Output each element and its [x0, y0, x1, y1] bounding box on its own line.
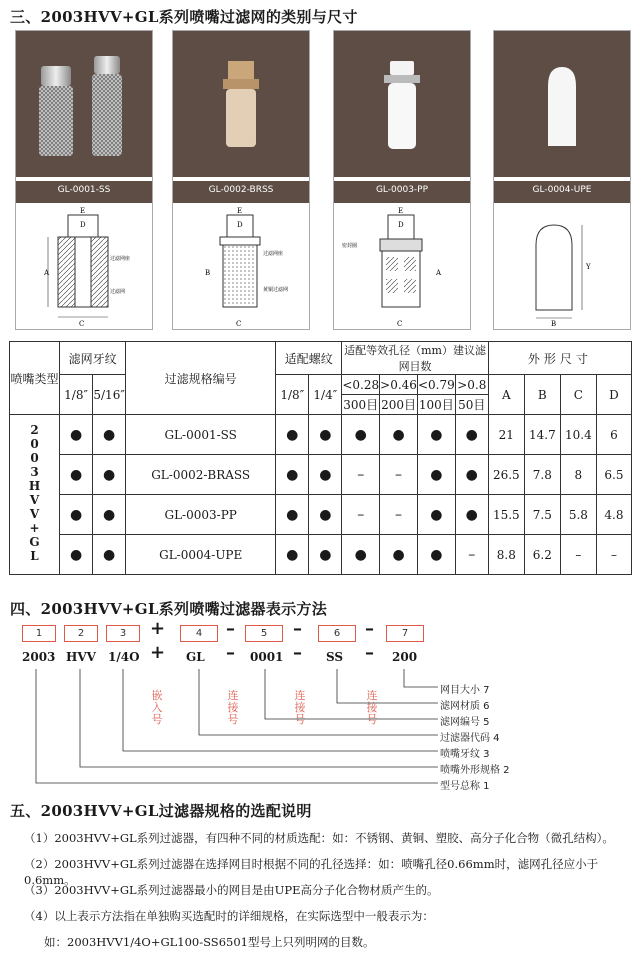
mesh-4: 50目: [455, 395, 488, 415]
legend-1: 型号总称 1: [440, 781, 490, 792]
dash-symbol: –: [365, 642, 374, 663]
dim-c: C: [560, 375, 596, 415]
table-row: ● ● GL-0004-UPE ● ● ● ● ● – 8.8 6.2 – –: [10, 535, 632, 575]
plus-symbol: +: [150, 642, 166, 663]
product-caption-2: GL-0002-BRSS: [173, 181, 309, 203]
note-3: （3）2003HVV+GL系列过滤器最小的网目是由UPE高分子化合物材质产生的。: [24, 883, 439, 897]
svg-text:黄铜过滤网: 黄铜过滤网: [263, 287, 289, 293]
dash-symbol: –: [293, 642, 302, 663]
svg-text:C: C: [236, 320, 242, 327]
note-5: 如：2003HVV1/4O+GL100-SS6501型号上只列明网的目数。: [44, 935, 375, 949]
product-caption-1: GL-0001-SS: [16, 181, 152, 203]
section3-title: 三、2003HVV+GL系列喷嘴过滤网的类别与尺寸: [10, 8, 358, 26]
svg-text:密封圈: 密封圈: [342, 243, 358, 249]
svg-text:E: E: [80, 207, 86, 215]
hole-2: >0.46: [380, 375, 418, 395]
svg-text:A: A: [436, 269, 442, 277]
thread-1: 1/8″: [276, 375, 309, 415]
label-connect-3: 连接号: [366, 689, 378, 726]
code-box-5: 5: [245, 625, 283, 642]
row-code: GL-0002-BRASS: [126, 455, 276, 495]
product-card-1: [15, 30, 153, 330]
product-card-3: [333, 30, 471, 330]
drawing-gl-0004: [496, 205, 628, 327]
code-part-6: SS: [326, 650, 344, 664]
code-box-6: 6: [318, 625, 356, 642]
legend-7: 网目大小 7: [440, 685, 490, 696]
code-part-4: GL: [186, 650, 205, 664]
code-part-3: 1/4O: [108, 650, 140, 664]
dash-symbol: –: [226, 618, 235, 639]
table-row: ● ● GL-0003-PP ● ● – – ● ● 15.5 7.5 5.8 4.8: [10, 495, 632, 535]
product-caption-4: GL-0004-UPE: [494, 181, 630, 203]
svg-text:C: C: [79, 320, 85, 327]
drawing-gl-0002: [175, 205, 307, 327]
col-dimensions: 外形尺寸: [488, 342, 631, 375]
mesh-1: 300目: [342, 395, 380, 415]
code-box-7: 7: [386, 625, 424, 642]
svg-text:A: A: [44, 269, 50, 277]
mesh-thread-2: 5/16″: [93, 375, 126, 415]
hole-3: <0.79: [417, 375, 455, 395]
legend-5: 滤网编号 5: [440, 717, 490, 728]
legend-3: 喷嘴牙纹 3: [440, 749, 490, 760]
svg-text:C: C: [397, 320, 403, 327]
product-caption-3: GL-0003-PP: [334, 181, 470, 203]
spec-table: [9, 341, 632, 575]
drawing-gl-0001: [18, 205, 150, 327]
dash-symbol: –: [365, 618, 374, 639]
code-box-3: 3: [106, 625, 140, 642]
mesh-thread-1: 1/8″: [60, 375, 93, 415]
svg-text:E: E: [398, 207, 404, 215]
svg-text:B: B: [205, 269, 211, 277]
code-part-1: 2003: [22, 650, 56, 664]
mesh-2: 200目: [380, 395, 418, 415]
product-photo-3: [334, 31, 470, 177]
dim-d: D: [596, 375, 631, 415]
code-box-4: 4: [180, 625, 218, 642]
dash-symbol: –: [226, 642, 235, 663]
hole-1: <0.28: [342, 375, 380, 395]
code-box-1: 1: [22, 625, 56, 642]
dim-b: B: [524, 375, 560, 415]
col-thread: 适配螺纹: [276, 342, 342, 375]
series-name: 2003HVV+GL: [10, 415, 60, 575]
col-mesh-thread: 滤网牙纹: [60, 342, 126, 375]
thread-2: 1/4″: [309, 375, 342, 415]
code-leader-lines: [0, 665, 640, 795]
svg-text:D: D: [80, 221, 86, 229]
plus-symbol: +: [150, 618, 166, 639]
col-spec-code: 过滤规格编号: [126, 342, 276, 415]
svg-text:D: D: [398, 221, 404, 229]
label-connect-1: 连接号: [227, 689, 239, 726]
hole-4: >0.8: [455, 375, 488, 395]
label-insert: 嵌入号: [151, 689, 163, 726]
mesh-3: 100目: [417, 395, 455, 415]
code-part-5: 0001: [250, 650, 284, 664]
product-card-2: [172, 30, 310, 330]
svg-text:过滤网座: 过滤网座: [110, 256, 131, 262]
svg-text:E: E: [237, 207, 243, 215]
code-part-7: 200: [392, 650, 418, 664]
note-1: （1）2003HVV+GL系列过滤器，有四种不同的材质选配：如：不锈钢、黄铜、塑胶、高分子化合物（微孔结构）。: [24, 831, 614, 845]
section4-title: 四、2003HVV+GL系列喷嘴过滤器表示方法: [10, 600, 328, 618]
svg-text:D: D: [237, 221, 243, 229]
product-photo-1: [16, 31, 152, 177]
section5-title: 五、2003HVV+GL过滤器规格的选配说明: [10, 802, 312, 820]
col-nozzle-type: 喷嘴类型: [10, 342, 60, 415]
row-code: GL-0001-SS: [126, 415, 276, 455]
product-photo-2: [173, 31, 309, 177]
legend-4: 过滤器代码 4: [440, 733, 500, 744]
dash-symbol: –: [293, 618, 302, 639]
svg-text:过滤网座: 过滤网座: [263, 251, 284, 257]
svg-text:Y: Y: [586, 263, 591, 271]
legend-6: 滤网材质 6: [440, 701, 490, 712]
svg-text:过滤网: 过滤网: [110, 289, 126, 295]
row-code: GL-0004-UPE: [126, 535, 276, 575]
label-connect-2: 连接号: [294, 689, 306, 726]
product-photo-4: [494, 31, 630, 177]
code-part-2: HVV: [66, 650, 96, 664]
dim-a: A: [488, 375, 524, 415]
table-row: ● ● GL-0002-BRASS ● ● – – ● ● 26.5 7.8 8 6.5: [10, 455, 632, 495]
note-2: （2）2003HVV+GL系列过滤器在选择网目时根据不同的孔径选择：如：喷嘴孔径0.66mm时，滤网孔径应小于0.6mm。: [24, 857, 599, 887]
product-card-4: [493, 30, 631, 330]
svg-text:B: B: [551, 320, 557, 327]
note-4: （4）以上表示方法指在单独购买选配时的详细规格，在实际选型中一般表示为：: [24, 909, 434, 923]
table-row: 2003HVV+GL ● ● GL-0001-SS ● ● ● ● ● ● 21 14.7 10.4 6: [10, 415, 632, 455]
row-code: GL-0003-PP: [126, 495, 276, 535]
code-box-2: 2: [64, 625, 98, 642]
drawing-gl-0003: [336, 205, 468, 327]
legend-2: 喷嘴外形规格 2: [440, 765, 510, 776]
col-hole: 适配等效孔径（mm）建议滤网目数: [342, 342, 488, 375]
